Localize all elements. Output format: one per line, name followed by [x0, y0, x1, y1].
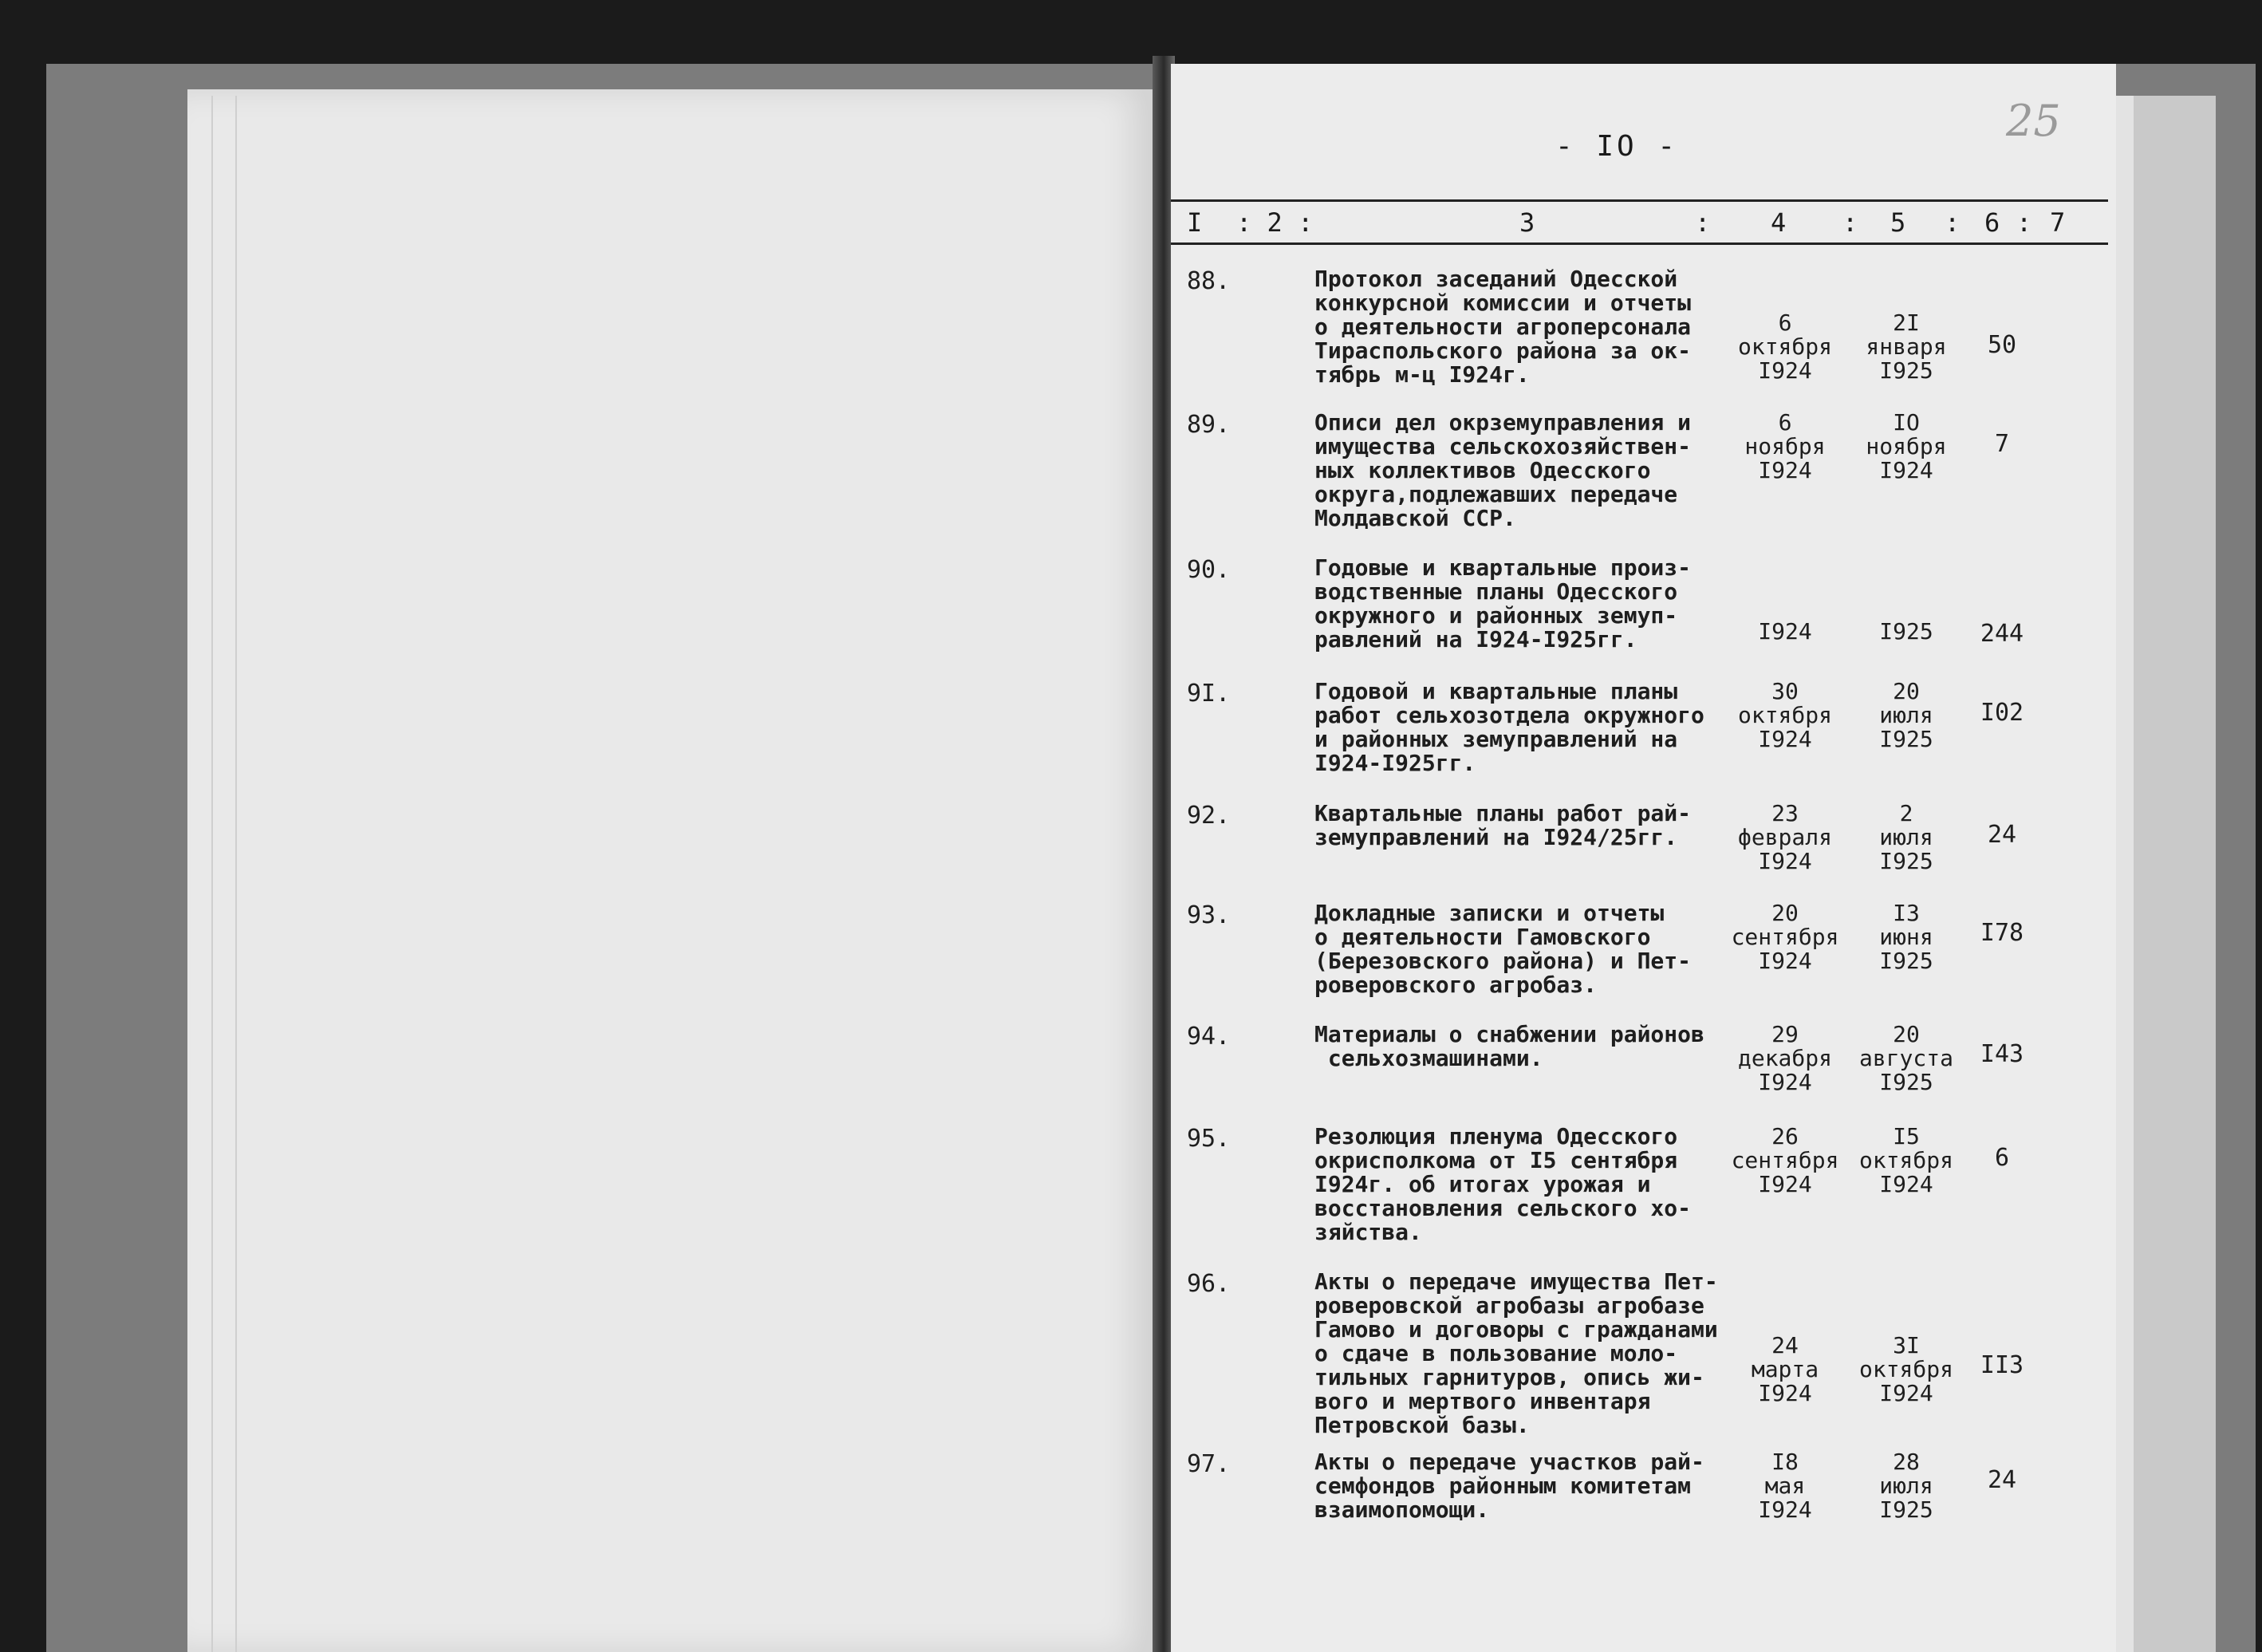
column-header-4: 4	[1771, 207, 1787, 238]
header-rule-bottom	[1171, 242, 2108, 245]
entry-title: Протокол заседаний Одесской конкурсной комиссии и отчеты о деятельности агроперсонала Тираспольского района за ок- тябрь м-ц I924г.	[1314, 266, 1692, 388]
column-headers	[0, 207, 2262, 239]
page-edge-strip	[2116, 96, 2216, 1652]
entry-end-date: 2I января I925	[1866, 310, 1947, 384]
column-separator: :	[2016, 207, 2032, 238]
entry-number: 90.	[1187, 556, 1231, 584]
entry-sheet-count: 7	[1994, 430, 2010, 458]
column-header-3: 3	[1519, 207, 1535, 238]
entry-start-date: 23 февраля I924	[1737, 800, 1832, 874]
entry-start-date: I924	[1758, 618, 1812, 645]
left-page-blank	[187, 89, 1157, 1652]
header-rule-top	[1171, 199, 2108, 202]
column-header-5: 5	[1890, 207, 1906, 238]
entry-number: 93.	[1187, 901, 1231, 929]
entry-number: 89.	[1187, 411, 1231, 439]
entry-number: 95.	[1187, 1125, 1231, 1153]
entry-sheet-count: 24	[1987, 821, 2017, 849]
entry-number: 97.	[1187, 1450, 1231, 1478]
entry-title: Акты о передаче участков рай- семфондов районным комитетам взаимопомощи.	[1314, 1449, 1704, 1523]
column-separator: :	[1842, 207, 1858, 238]
entry-sheet-count: 244	[1980, 620, 2024, 648]
pencil-folio-number: 25	[2006, 96, 2061, 146]
entry-sheet-count: I43	[1980, 1040, 2024, 1068]
entry-end-date: I5 октября I924	[1858, 1123, 1953, 1197]
entry-title: Резолюция пленума Одесского окрисполкома от I5 сентября I924г. об итогах урожая и восстановления сельского хо- зяйства.	[1314, 1123, 1692, 1245]
entry-end-date: I925	[1879, 618, 1933, 645]
entry-end-date: 20 июля I925	[1879, 678, 1933, 752]
entry-title: Описи дел окрземуправления и имущества сельскохозяйствен- ных коллективов Одесского округа,подлежавших передаче Молдавской ССР.	[1314, 409, 1692, 531]
entry-end-date: 28 июля I925	[1879, 1449, 1933, 1523]
entry-number: 94.	[1187, 1023, 1231, 1051]
entry-number: 92.	[1187, 802, 1231, 830]
entry-end-date: I3 июня I925	[1879, 900, 1933, 974]
entry-title: Годовые и квартальные произ- водственные планы Одесского окружного и районных земуп- равлений на I924-I925гг.	[1314, 554, 1692, 653]
entry-start-date: 6 октября I924	[1737, 310, 1832, 384]
entry-sheet-count: 6	[1994, 1144, 2010, 1172]
entry-title: Годовой и квартальные планы работ сельхозотдела окружного и районных земуправлений на I924-I925гг.	[1314, 678, 1704, 776]
entry-start-date: 24 марта I924	[1751, 1332, 1819, 1406]
entry-start-date: 30 октября I924	[1737, 678, 1832, 752]
entry-start-date: 6 ноября I924	[1744, 409, 1826, 483]
entry-number: 9I.	[1187, 680, 1231, 708]
column-header-2: : 2 :	[1236, 207, 1314, 238]
entry-number: 96.	[1187, 1270, 1231, 1298]
entry-sheet-count: I78	[1980, 919, 2024, 947]
column-header-1: I	[1187, 207, 1203, 238]
entry-title: Материалы о снабжении районов сельхозмашинами.	[1314, 1021, 1704, 1071]
entry-start-date: 26 сентября I924	[1731, 1123, 1839, 1197]
entry-end-date: 20 августа I925	[1858, 1021, 1953, 1095]
entry-number: 88.	[1187, 267, 1231, 295]
entry-sheet-count: II3	[1980, 1351, 2024, 1379]
entry-end-date: 2 июля I925	[1879, 800, 1933, 874]
column-separator: :	[1945, 207, 1961, 238]
entry-start-date: 29 декабря I924	[1737, 1021, 1832, 1095]
entry-start-date: I8 мая I924	[1758, 1449, 1812, 1523]
entry-end-date: IO ноября I924	[1866, 409, 1947, 483]
entry-sheet-count: I02	[1980, 699, 2024, 727]
page-number: - IO -	[1555, 130, 1679, 163]
entry-title: Акты о передаче имущества Пет- роверовской агробазы агробазе Гамово и договоры с гражданами о сдаче в пользование моло- тильных гарнитуров, опись жи- вого и мертвого инвентаря Петровской базы.	[1314, 1268, 1718, 1438]
entry-start-date: 20 сентября I924	[1731, 900, 1839, 974]
entry-sheet-count: 24	[1987, 1466, 2017, 1494]
entry-sheet-count: 50	[1987, 331, 2017, 359]
column-header-6: 6	[1984, 207, 2000, 238]
column-separator: :	[1695, 207, 1711, 238]
column-header-7: 7	[2050, 207, 2066, 238]
entry-title: Докладные записки и отчеты о деятельности Гамовского (Березовского района) и Пет- роверовского агробаз.	[1314, 900, 1692, 998]
entry-end-date: 3I октября I924	[1858, 1332, 1953, 1406]
entry-title: Квартальные планы работ рай- земуправлений на I924/25гг.	[1314, 800, 1692, 850]
